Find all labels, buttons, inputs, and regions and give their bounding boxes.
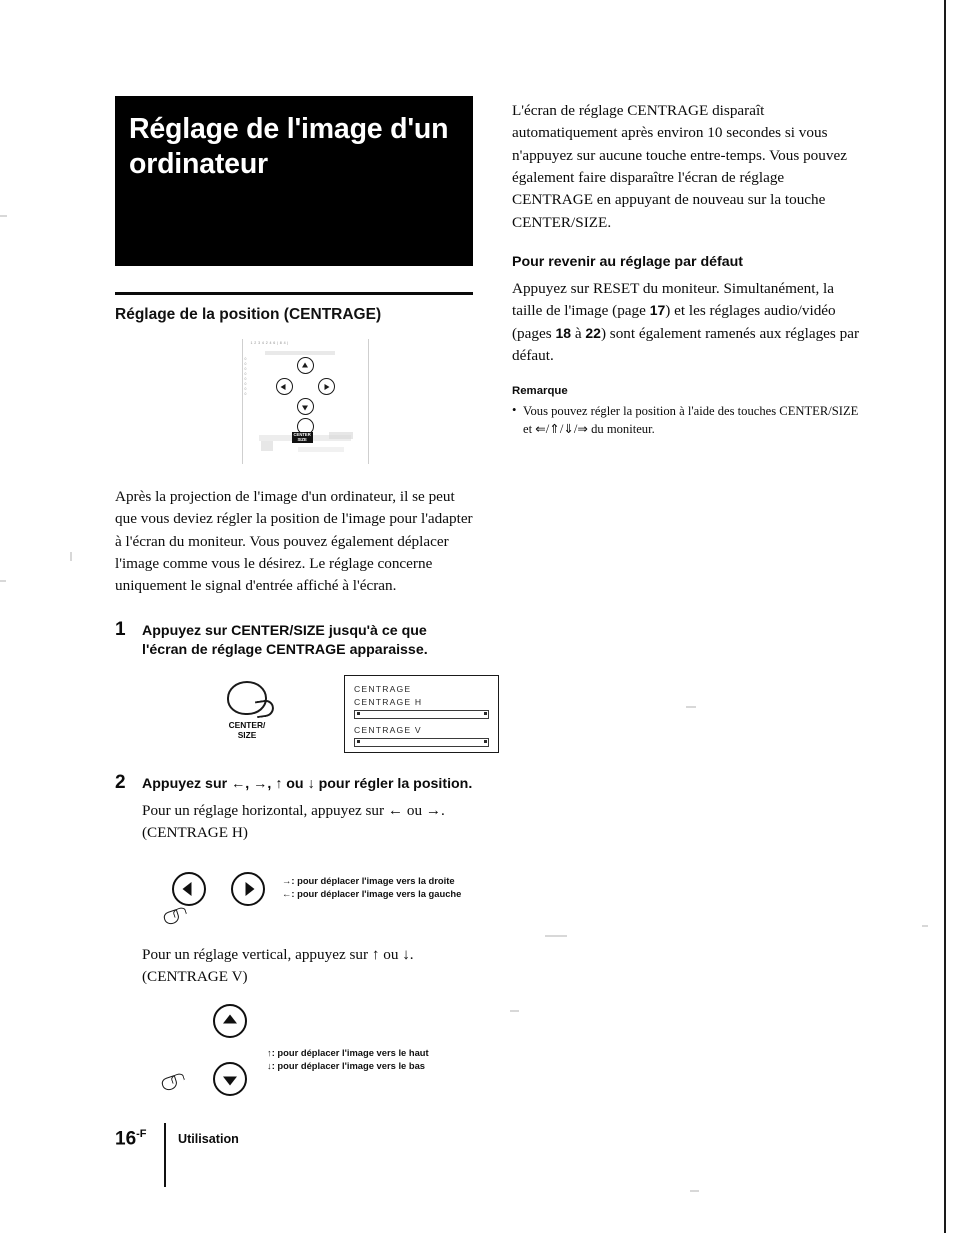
panel-down-button[interactable] xyxy=(297,398,314,415)
bar-left-cap xyxy=(357,740,360,743)
vertical-buttons-figure xyxy=(142,998,475,1110)
panel-shade xyxy=(261,441,273,451)
bar-left-cap xyxy=(357,712,360,715)
up-arrow-button[interactable] xyxy=(213,1004,247,1038)
right-paragraph-2 xyxy=(512,278,867,367)
page-footer xyxy=(115,1128,515,1188)
intro-paragraph-block xyxy=(115,486,475,598)
step-1 xyxy=(115,618,475,773)
footer-divider xyxy=(164,1123,166,1187)
chapter-title-block xyxy=(115,96,473,266)
intro-paragraph: Après la projection de l'image d'un ordinateur, il se peut que vous deviez régler la position de l'image pour l'adapter à l'écran du moniteur. Vous pouvez également déplacer l'image comme vous le désirez. Le réglage concerne uniquement le signal d'entrée affiché à l'écran. xyxy=(115,488,473,595)
panel-right-button[interactable] xyxy=(318,378,335,395)
hand-pointer-icon xyxy=(164,908,184,924)
scan-speck xyxy=(0,215,7,217)
panel-shade xyxy=(298,447,344,452)
panel-left-button[interactable] xyxy=(276,378,293,395)
osd-row-v-bar xyxy=(354,738,489,747)
center-size-label: CENTER SIZE xyxy=(293,432,311,442)
osd-centrage-box xyxy=(344,675,499,753)
osd-row-v-label: CENTRAGE V xyxy=(354,724,422,735)
remark-text: • Vous pouvez régler la position à l'aide des touches CENTER/SIZE et ⇐/⇑/⇓/⇒ du moniteur. xyxy=(512,403,867,439)
scan-speck xyxy=(922,925,928,927)
step-1-number: 1 xyxy=(115,618,126,640)
panel-shade xyxy=(265,351,335,355)
scan-speck xyxy=(686,706,696,708)
page-ref-18: 18 xyxy=(555,324,572,341)
scan-speck xyxy=(690,1190,699,1192)
scan-speck xyxy=(545,935,567,937)
reset-text-g: ) sont également ramenés aux réglages par défaut. xyxy=(512,324,860,364)
page-edge-rule xyxy=(944,0,946,1233)
step-1-figure xyxy=(142,675,475,773)
panel-side-label: 0 0 0 0 0 0 0 0 xyxy=(244,357,247,396)
scan-speck xyxy=(510,1010,519,1012)
left-arrow-button[interactable] xyxy=(172,872,206,906)
osd-title: CENTRAGE xyxy=(354,683,412,694)
page-ref-17: 17 xyxy=(649,302,666,319)
page-number-suffix: -F xyxy=(136,1128,147,1140)
remark-heading: Remarque xyxy=(512,385,568,398)
footer-label: Utilisation xyxy=(178,1132,239,1146)
section-heading: Réglage de la position (CENTRAGE) xyxy=(115,306,382,323)
down-arrow-button[interactable] xyxy=(213,1062,247,1096)
legend-up: ↑: pour déplacer l'image vers le haut xyxy=(267,1047,429,1059)
right-arrow-button[interactable] xyxy=(231,872,265,906)
legend-left: ←: pour déplacer l'image vers la gauche xyxy=(282,888,462,900)
page-number-value: 16 xyxy=(115,1128,137,1150)
step-2-horizontal-text: Pour un réglage horizontal, appuyez sur ← ou →. (CENTRAGE H) xyxy=(142,802,445,842)
bar-right-cap xyxy=(484,712,487,715)
step-1-heading: Appuyez sur CENTER/SIZE jusqu'à ce que l'écran de réglage CENTRAGE apparaisse. xyxy=(142,622,428,659)
scan-speck xyxy=(0,580,6,582)
center-size-button-caption: CENTER/ SIZE xyxy=(228,719,266,740)
legend-down: ↓: pour déplacer l'image vers le bas xyxy=(267,1060,426,1072)
vertical-legend xyxy=(267,1046,429,1072)
right-paragraph-1: L'écran de réglage CENTRAGE disparaît automatiquement après environ 10 secondes si vous n'appuyez sur aucune touche entre-temps. Vous pouvez également faire disparaître l'écran de réglage CENTRAGE en appuyant de nouveau sur la touche CENTER/SIZE. xyxy=(512,102,847,231)
page-number xyxy=(115,1128,147,1150)
right-column xyxy=(512,100,867,439)
panel-shade xyxy=(329,432,353,439)
reset-text-c: ) et les réglages audio/vidéo (pages xyxy=(512,302,836,342)
legend-right: →: pour déplacer l'image vers la droite xyxy=(282,875,455,887)
osd-row-h-label: CENTRAGE H xyxy=(354,696,423,707)
page-ref-22: 22 xyxy=(585,324,601,341)
panel-up-button[interactable] xyxy=(297,357,314,374)
scan-speck xyxy=(70,552,72,561)
horizontal-buttons-figure xyxy=(142,864,475,930)
osd-row-h-bar xyxy=(354,710,489,719)
default-reset-heading: Pour revenir au réglage par défaut xyxy=(512,254,744,271)
step-2-number: 2 xyxy=(115,771,126,793)
bar-right-cap xyxy=(484,740,487,743)
horizontal-legend xyxy=(282,874,461,900)
reset-text-e: à xyxy=(571,324,586,342)
section-divider xyxy=(115,292,473,295)
panel-top-label: 1 2 3 4 2 4 6 | 8 4 | xyxy=(250,341,289,345)
step-2 xyxy=(115,771,475,1111)
center-size-press-illustration xyxy=(202,681,292,740)
hand-pointer-icon xyxy=(162,1074,182,1090)
page-title: Réglage de l'image d'un ordinateur xyxy=(129,113,449,181)
hand-icon xyxy=(227,681,267,715)
monitor-panel-illustration xyxy=(242,339,369,464)
step-2-heading: Appuyez sur ←, →, ↑ ou ↓ pour régler la position. xyxy=(142,775,473,792)
step-2-vertical-text: Pour un réglage vertical, appuyez sur ↑ ou ↓. (CENTRAGE V) xyxy=(142,946,414,986)
left-column xyxy=(115,96,475,1110)
reset-text-a: Appuyez sur RESET du moniteur. Simultanément, la taille de l'image (page xyxy=(512,279,834,320)
